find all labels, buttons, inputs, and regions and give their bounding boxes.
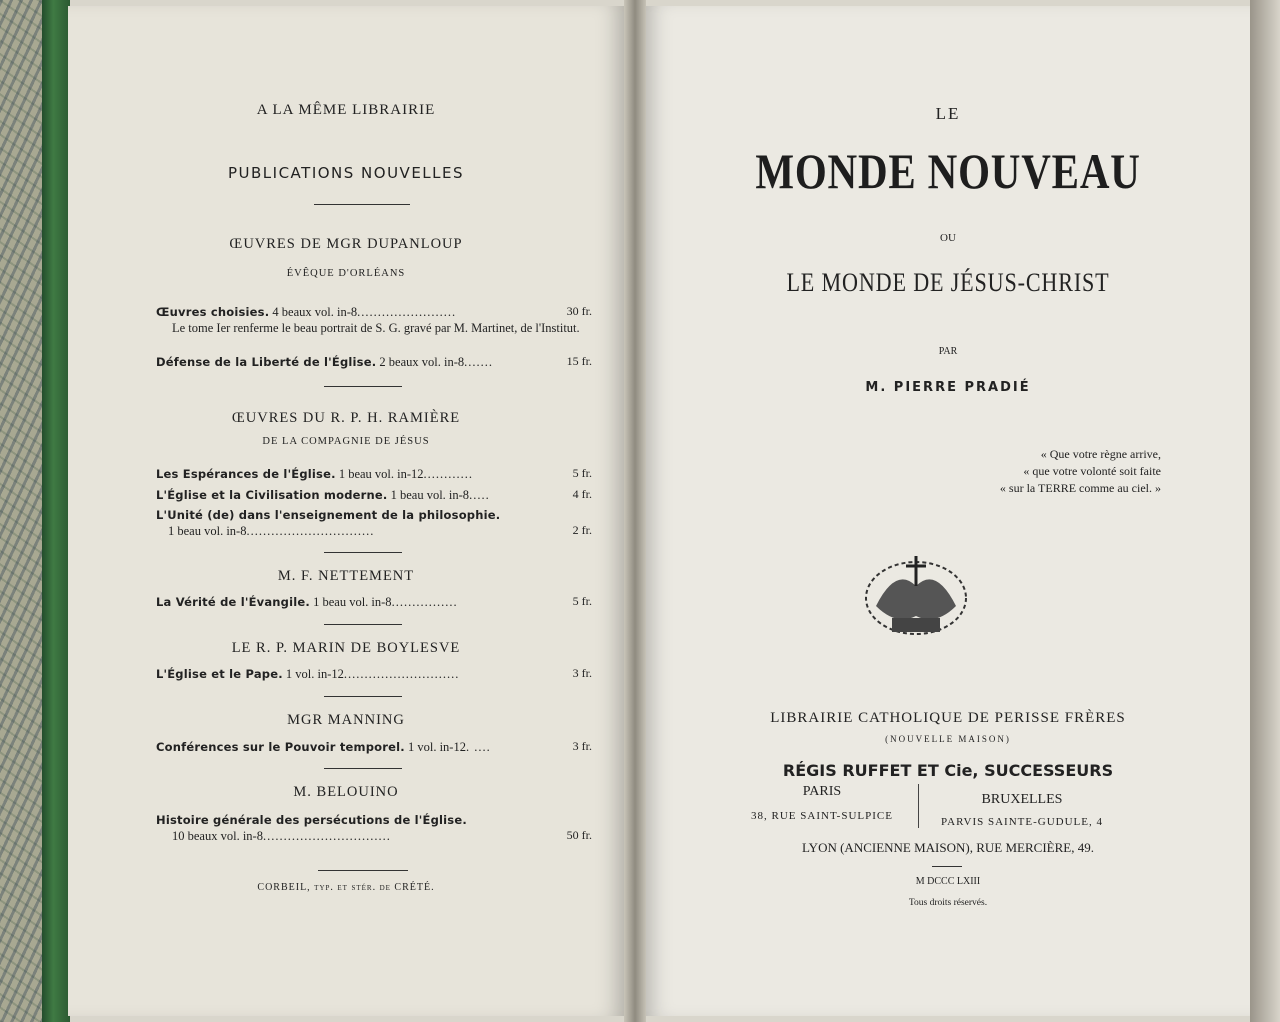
vignette-ornament bbox=[856, 546, 976, 642]
paris-address: 38, RUE SAINT-SULPICE bbox=[751, 810, 893, 822]
divider bbox=[324, 624, 402, 625]
epigraph: « Que votre règne arrive, « que votre volonté soit faite « sur la TERRE comme au ciel. » bbox=[999, 447, 1161, 495]
author: M. PIERRE PRADIÉ bbox=[865, 380, 1031, 395]
bruxelles: BRUXELLES bbox=[981, 792, 1063, 807]
page-edge bbox=[1250, 0, 1280, 1022]
divider bbox=[324, 552, 402, 553]
book-entry: L'Église et le Pape. 1 vol. in-12............................ bbox=[156, 667, 460, 681]
price: 30 fr. bbox=[566, 304, 592, 318]
header: A LA MÊME LIBRAIRIE bbox=[256, 102, 436, 118]
price: 5 fr. bbox=[572, 594, 592, 608]
paris: PARIS bbox=[802, 784, 842, 799]
section-author: M. BELOUINO bbox=[293, 784, 399, 800]
section-author: M. F. NETTEMENT bbox=[277, 568, 415, 584]
bruxelles-address: PARVIS SAINTE-GUDULE, 4 bbox=[941, 816, 1103, 828]
title-le: LE bbox=[935, 104, 961, 123]
subtitle: LE MONDE DE JÉSUS-CHRIST bbox=[786, 268, 1110, 297]
book-entry: Les Espérances de l'Église. 1 beau vol. in-12............ bbox=[156, 467, 474, 481]
publisher: LIBRAIRIE CATHOLIQUE DE PERISSE FRÈRES bbox=[770, 710, 1126, 726]
title-par: PAR bbox=[938, 346, 958, 357]
book-note: Le tome Ier renferme le beau portrait de S. G. gravé par M. Martinet, de l'Institut. bbox=[172, 321, 580, 335]
title-ou: OU bbox=[940, 232, 956, 244]
green-spine bbox=[42, 0, 70, 1022]
book-entry: L'Église et la Civilisation moderne. 1 beau vol. in-8..... bbox=[156, 488, 490, 502]
left-page: A LA MÊME LIBRAIRIE PUBLICATIONS NOUVELLES ŒUVRES DE MGR DUPANLOUP ÉVÊQUE D'ORLÉANS Œuvres choisies. 4 beaux vol. in-8........................ 30 fr. Le tome Ier renferme le beau portrait de S. G. gravé par M. Martinet, de l'Institut. Défense de la Liberté de l'Église. 2 beaux vol. in-8....... 15 fr. ŒUVRES DU R. P. H. RAMIÈRE DE LA COMPAGNIE DE JÉSUS Les Espérances de l'Église. 1 beau vol. in-12............ 5 fr. L'Église et la Civilisation moderne. 1 beau vol. in-8..... 4 fr. L'Unité (de) dans l'enseignement de la philosophie. 1 beau vol. in-8............................... 2 fr. M. F. NETTEMENT La Vérité de l'Évangile. 1 beau vol. in-8................ 5 fr. LE R. P. MARIN DE BOYLESVE L'Église et le Pape. 1 vol. in-12............................ 3 fr. MGR MANNING Conférences sur le Pouvoir temporel. 1 vol. in-12. .... 3 fr. M. BELOUINO Histoire générale des persécutions de l'Église. 10 beaux vol. in-8............................... 50 fr. CORBEIL, typ. et stér. de CRÉTÉ. bbox=[68, 6, 624, 1016]
book-entry: Conférences sur le Pouvoir temporel. 1 vol. in-12. .... bbox=[156, 740, 491, 754]
divider bbox=[932, 866, 962, 867]
section-author: LE R. P. MARIN DE BOYLESVE bbox=[231, 640, 461, 656]
book-gutter bbox=[624, 0, 646, 1022]
section-subtitle: ÉVÊQUE D'ORLÉANS bbox=[286, 268, 406, 279]
successors: RÉGIS RUFFET ET Cie, SUCCESSEURS bbox=[782, 761, 1114, 780]
price: 3 fr. bbox=[572, 739, 592, 753]
section-author: MGR MANNING bbox=[287, 712, 405, 728]
price: 2 fr. bbox=[572, 523, 592, 537]
price: 15 fr. bbox=[566, 354, 592, 368]
section-author: ŒUVRES DU R. P. H. RAMIÈRE bbox=[231, 410, 461, 426]
book-entry: Histoire générale des persécutions de l'Église. bbox=[156, 813, 467, 827]
publications-title: PUBLICATIONS NOUVELLES bbox=[227, 164, 465, 182]
year: M DCCC LXIII bbox=[915, 876, 981, 887]
right-page bbox=[646, 6, 1250, 1016]
book-entry: La Vérité de l'Évangile. 1 beau vol. in-8................ bbox=[156, 595, 458, 609]
price: 5 fr. bbox=[572, 466, 592, 480]
book-entry: L'Unité (de) dans l'enseignement de la philosophie. bbox=[156, 508, 501, 522]
lyon-address: LYON (ANCIENNE MAISON), RUE MERCIÈRE, 49. bbox=[802, 840, 1094, 855]
publisher-note: (NOUVELLE MAISON) bbox=[885, 734, 1011, 744]
price: 3 fr. bbox=[572, 666, 592, 680]
rights: Tous droits réservés. bbox=[908, 898, 988, 908]
divider bbox=[324, 386, 402, 387]
book-entry: Défense de la Liberté de l'Église. 2 beaux vol. in-8....... bbox=[156, 355, 493, 369]
book-entry: Œuvres choisies. 4 beaux vol. in-8........................ bbox=[156, 305, 457, 319]
main-title: MONDE NOUVEAU bbox=[755, 143, 1141, 199]
printer-footer: CORBEIL, typ. et stér. de CRÉTÉ. bbox=[257, 882, 435, 893]
section-subtitle: DE LA COMPAGNIE DE JÉSUS bbox=[262, 436, 430, 447]
divider-vertical bbox=[918, 784, 919, 828]
price: 50 fr. bbox=[566, 828, 592, 842]
section-author: ŒUVRES DE MGR DUPANLOUP bbox=[229, 236, 463, 252]
divider bbox=[324, 768, 402, 769]
price: 4 fr. bbox=[572, 487, 592, 501]
marbled-endpaper bbox=[0, 0, 42, 1022]
divider bbox=[314, 204, 410, 205]
divider bbox=[324, 696, 402, 697]
divider bbox=[318, 870, 408, 871]
